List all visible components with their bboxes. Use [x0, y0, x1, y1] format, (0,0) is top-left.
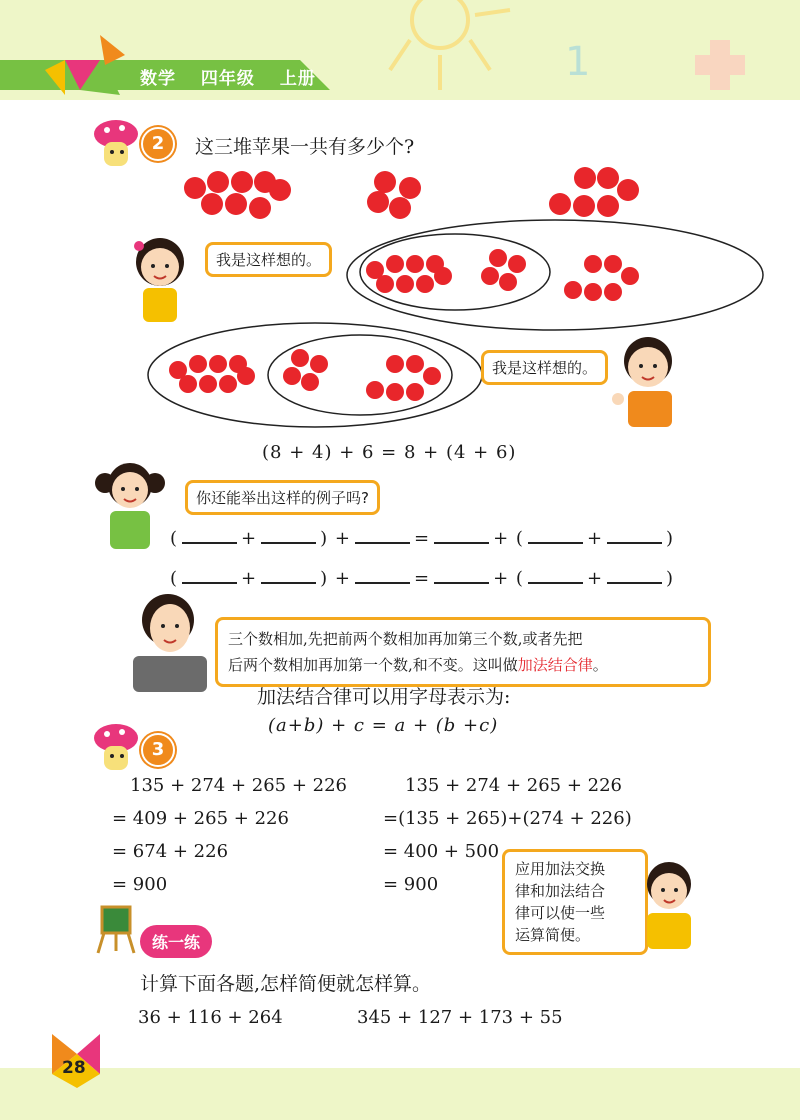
answer-blank[interactable] — [607, 568, 662, 584]
calc-left-line: 135 + 274 + 265 + 226 — [130, 775, 348, 796]
practice-problem-1: 36 + 116 + 264 — [138, 1007, 283, 1028]
equals-sign: = — [413, 528, 431, 549]
plus-sign: + — [493, 568, 510, 589]
main-equation: (8 + 4) + 6 = 8 + (4 + 6) — [262, 442, 517, 463]
calc-right-line: = 900 — [383, 874, 439, 895]
paren-open: ( — [515, 528, 524, 549]
calc-left-line: = 900 — [112, 874, 168, 895]
bubble-line: 应用加法交换 — [515, 860, 606, 878]
equals-sign: = — [413, 568, 431, 589]
easel-icon — [96, 905, 136, 953]
header-title — [140, 64, 334, 89]
boy-speech-bubble: 我是这样想的。 — [481, 350, 608, 385]
bubble-line: 律和加法结合 — [515, 882, 606, 900]
answer-blank[interactable] — [261, 568, 316, 584]
plus-sign: + — [241, 528, 258, 549]
girl2-speech-bubble: 你还能举出这样的例子吗? — [185, 480, 380, 515]
paren-close: ) — [666, 568, 675, 589]
question-2-text: 这三堆苹果一共有多少个? — [195, 136, 415, 158]
answer-blank[interactable] — [434, 528, 489, 544]
tangram-logo-icon — [45, 35, 125, 105]
calc-left-line: = 674 + 226 — [112, 841, 229, 862]
girl-character-icon — [125, 232, 195, 324]
paren-open: ( — [170, 568, 179, 589]
plus-sign: + — [241, 568, 258, 589]
calc-left — [112, 769, 347, 901]
teacher-character-icon — [128, 590, 210, 692]
header-subject: 数学 — [140, 69, 176, 89]
plus-sign: + — [493, 528, 510, 549]
law-intro: 加法结合律可以用字母表示为: — [257, 686, 511, 708]
plus-sign: + — [586, 568, 604, 589]
page-number: 28 — [62, 1058, 86, 1078]
rule-line-2 — [228, 652, 698, 678]
boy-character-icon — [608, 333, 688, 428]
answer-blank[interactable] — [355, 528, 410, 544]
calc-right-line: = 400 + 500 — [383, 841, 500, 862]
calc-left-line: = 409 + 265 + 226 — [112, 808, 289, 829]
boy2-speech-bubble — [502, 849, 648, 955]
svg-text:1: 1 — [565, 39, 591, 85]
apple-pile-4 — [367, 171, 421, 219]
answer-blank[interactable] — [607, 528, 662, 544]
bottom-decor-band — [0, 1068, 800, 1120]
girl-with-pigtails-icon — [95, 455, 165, 550]
teacher-rule-bubble — [215, 617, 711, 687]
rule-line-1: 三个数相加,先把前两个数相加再加第三个数,或者先把 — [228, 630, 583, 648]
paren-open: ( — [170, 528, 179, 549]
blank-row-1 — [170, 528, 674, 549]
question-3-badge: 3 — [141, 733, 175, 767]
rule-line-2-end: 。 — [592, 656, 608, 674]
practice-problem-2: 345 + 127 + 173 + 55 — [357, 1007, 563, 1028]
answer-blank[interactable] — [528, 568, 583, 584]
paren-close: ) — [320, 568, 329, 589]
question-2-badge: 2 — [141, 127, 175, 161]
apple-pile-6 — [549, 167, 639, 217]
paren-open: ( — [515, 568, 524, 589]
girl-speech-bubble: 我是这样想的。 — [205, 242, 332, 277]
answer-blank[interactable] — [261, 528, 316, 544]
answer-blank[interactable] — [528, 528, 583, 544]
bubble-line: 运算简便。 — [515, 926, 591, 944]
boy2-character-icon — [635, 858, 703, 950]
practice-badge: 练一练 — [140, 925, 212, 958]
associative-law-term: 加法结合律 — [517, 656, 593, 674]
answer-blank[interactable] — [355, 568, 410, 584]
sun-decoration-icon — [380, 0, 800, 100]
plus-sign: + — [334, 528, 351, 549]
practice-instruction: 计算下面各题,怎样简便就怎样算。 — [140, 973, 432, 995]
plus-sign: + — [586, 528, 604, 549]
answer-blank[interactable] — [434, 568, 489, 584]
rule-line-2-text: 后两个数相加再加第一个数,和不变。这叫做 — [228, 656, 518, 674]
law-formula: (a+b) + c = a + (b +c) — [268, 715, 499, 736]
header-volume: 上册 — [279, 69, 316, 89]
answer-blank[interactable] — [182, 528, 237, 544]
plus-sign: + — [334, 568, 351, 589]
blank-row-2 — [170, 568, 674, 589]
calc-right-line: 135 + 274 + 265 + 226 — [405, 775, 623, 796]
bubble-line: 律可以使一些 — [515, 904, 606, 922]
calc-right-line: =(135 + 265)+(274 + 226) — [383, 808, 632, 829]
paren-close: ) — [666, 528, 675, 549]
apple-pile-8 — [184, 171, 291, 219]
header-grade: 四年级 — [200, 69, 255, 89]
paren-close: ) — [320, 528, 329, 549]
answer-blank[interactable] — [182, 568, 237, 584]
mushroom-mascot-icon — [92, 722, 144, 774]
